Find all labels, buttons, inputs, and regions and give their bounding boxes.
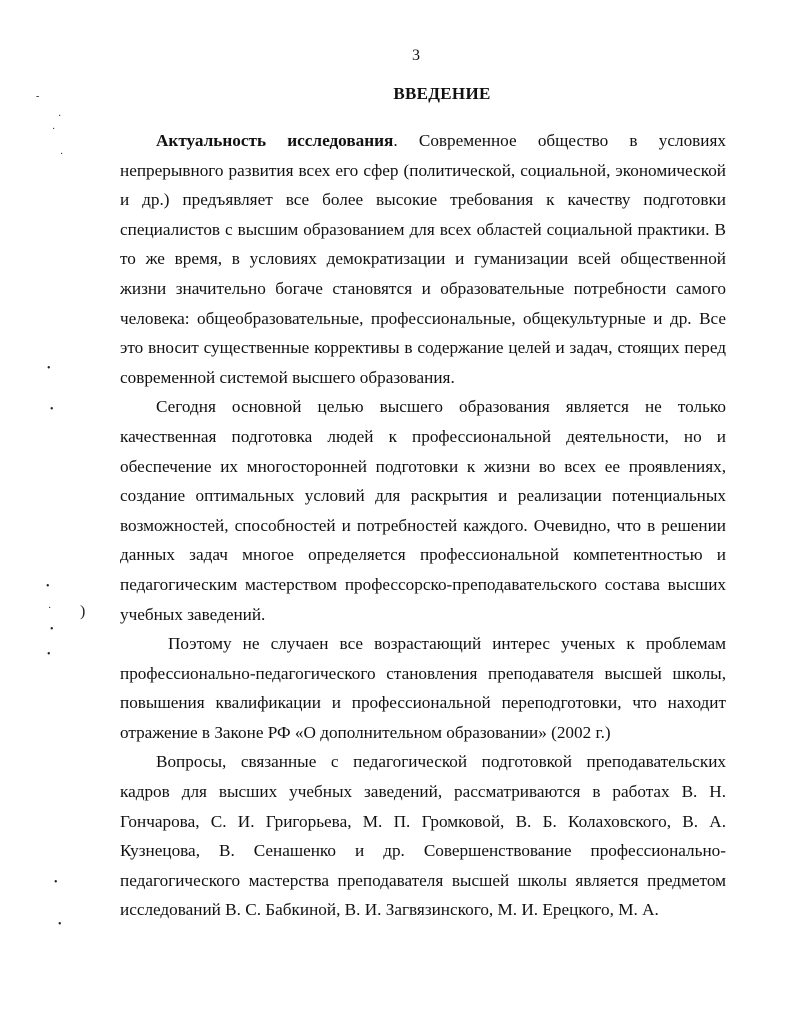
paragraph-interest: Поэтому не случаен все возрастающий интерес ученых к проблемам профессионально-педагогического становления преподавателя высшей школы, повышения квалификации и профессиональной переподготовки, что находит отражение в Законе РФ «О дополнительном образовании» (2002 г.) [120,634,726,742]
paragraph-goal: Сегодня основной целью высшего образования является не только качественная подготовка людей к профессиональной деятельности, но и обеспечение их многосторонней подготовки к жизни во всех ее проявлениях, создание оптимальных условий для раскрытия и реализации потенциальных возможностей, способностей и потребностей каждого. Очевидно, что в решении данных задач многое определяется профессиональной компетентностью и педагогическим мастерством профессорско-преподавательского состава высших учебных заведений. [120,397,726,624]
scan-speck: · [58,111,62,122]
scan-speck: • [50,404,54,415]
scan-speck: • [47,649,51,660]
paragraph-relevance [120,126,726,392]
body-text [120,126,726,925]
paragraph-questions: Вопросы, связанные с педагогической подготовкой преподавательских кадров для высших учебных заведений, рассматриваются в работах В. Н. Гончарова, С. И. Григорьева, М. П. Громковой, В. Б. Колаховского, В. А. Кузнецова, В. Сенашенко и др. Совершенствование профессионально-педагогического мастерства преподавателя высшей школы является предметом исследований В. С. Бабкиной, В. И. Загвязинского, М. И. Ерецкого, М. А. [120,752,726,920]
scan-speck: • [50,624,54,635]
paragraph-text-relevance: . Современное общество в условиях непрерывного развития всех его сфер (политической, социальной, экономической и др.) предъявляет все более высокие требования к качеству подготовки специалистов с высшим образованием для всех областей социальной практики. В то же время, в условиях демократизации и гуманизации всей общественной жизни значительно богаче становятся и образовательные потребности самого человека: общеобразовательные, профессиональные, общекультурные и др. Все это вносит существенные коррективы в содержание целей и задач, стоящих перед современной системой высшего образования. [120,131,726,387]
page-number: 3 [412,47,420,64]
scan-speck: · [52,124,56,135]
scan-speck: ) [80,603,86,620]
scan-speck: · [48,603,52,614]
paragraph-lead-relevance: Актуальность исследования [156,131,394,150]
scan-speck: • [54,877,58,888]
scan-speck: • [47,363,51,374]
scan-speck: • [58,919,62,930]
scan-speck: • [46,581,50,592]
scan-speck: · [60,149,64,160]
scan-speck: - [36,91,40,102]
page-heading: ВВЕДЕНИЕ [393,84,491,103]
